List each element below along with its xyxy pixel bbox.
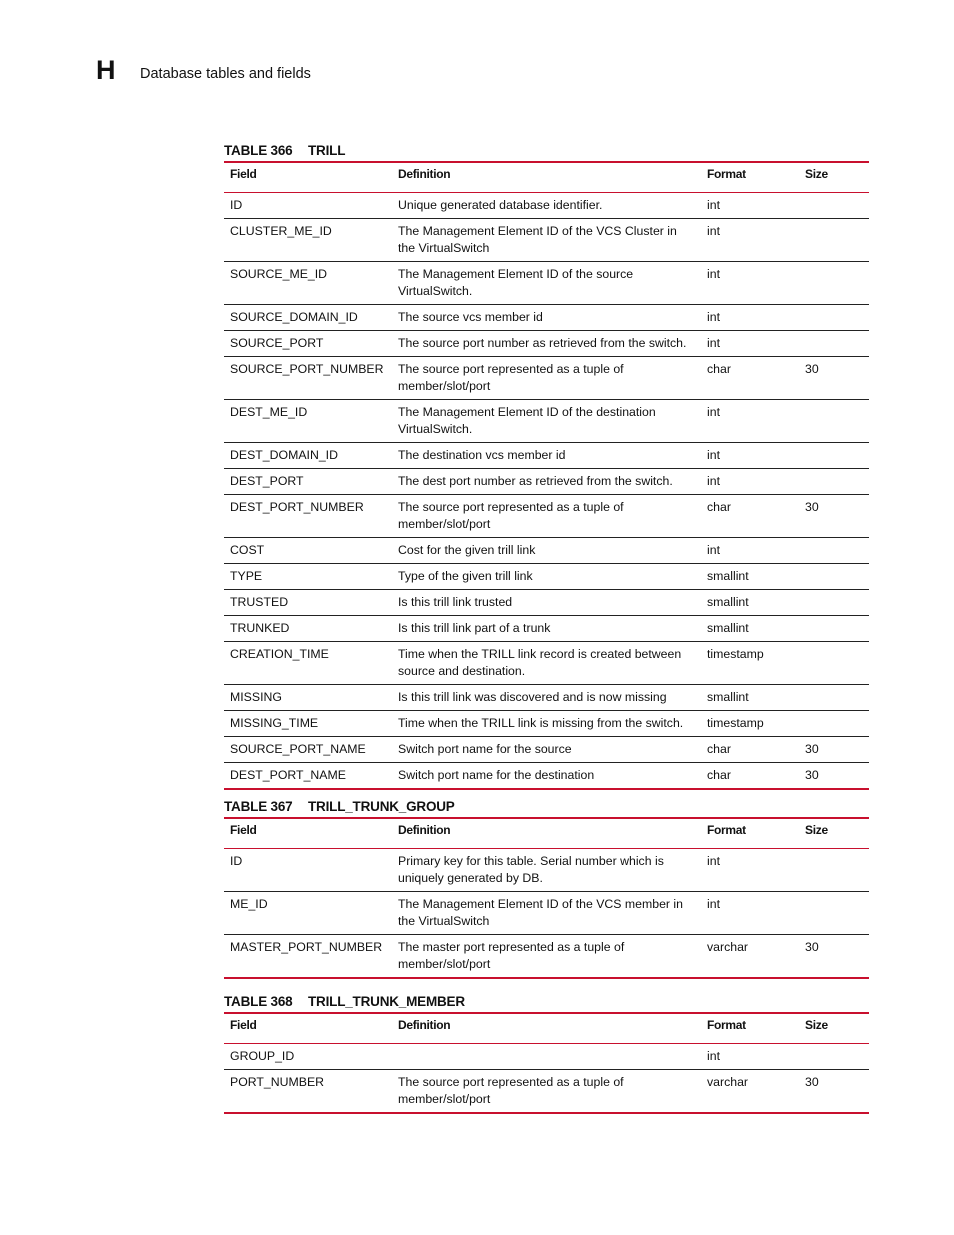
table-row xyxy=(224,685,869,711)
format-cell: char xyxy=(701,357,799,400)
definition-cell: Type of the given trill link xyxy=(392,564,701,590)
column-header-definition: Definition xyxy=(398,823,451,837)
definition-cell: Switch port name for the source xyxy=(392,737,701,763)
size-cell xyxy=(799,193,869,219)
format-cell: smallint xyxy=(701,590,799,616)
table-number: TABLE 366 xyxy=(224,143,293,158)
definition-cell: Switch port name for the destination xyxy=(392,763,701,790)
format-cell: char xyxy=(701,763,799,790)
column-header-definition: Definition xyxy=(398,1018,451,1032)
format-cell: smallint xyxy=(701,564,799,590)
definition-cell: Cost for the given trill link xyxy=(392,538,701,564)
table-block-3 xyxy=(224,992,869,1114)
field-cell: MISSING xyxy=(224,685,392,711)
definition-cell: Is this trill link trusted xyxy=(392,590,701,616)
field-cell: ME_ID xyxy=(224,892,392,935)
chapter-letter: H xyxy=(96,55,116,85)
table-number: TABLE 368 xyxy=(224,994,293,1009)
table-header-row xyxy=(224,818,869,849)
definition-cell: The Management Element ID of the VCS Cluster in the VirtualSwitch xyxy=(392,219,701,262)
format-cell: smallint xyxy=(701,685,799,711)
field-cell: DEST_DOMAIN_ID xyxy=(224,443,392,469)
table-name: TRILL xyxy=(308,143,346,158)
field-cell: TRUNKED xyxy=(224,616,392,642)
size-cell xyxy=(799,685,869,711)
table-row xyxy=(224,737,869,763)
field-cell: SOURCE_PORT_NUMBER xyxy=(224,357,392,400)
table-row xyxy=(224,935,869,979)
field-cell: PORT_NUMBER xyxy=(224,1070,392,1114)
chapter-title: Database tables and fields xyxy=(140,66,311,82)
field-cell: SOURCE_PORT xyxy=(224,331,392,357)
definition-cell xyxy=(392,1044,701,1070)
field-cell: SOURCE_PORT_NAME xyxy=(224,737,392,763)
definition-cell: Time when the TRILL link is missing from the switch. xyxy=(392,711,701,737)
size-cell xyxy=(799,642,869,685)
size-cell xyxy=(799,590,869,616)
size-cell: 30 xyxy=(799,1070,869,1114)
size-cell: 30 xyxy=(799,935,869,979)
size-cell xyxy=(799,616,869,642)
table-row xyxy=(224,1070,869,1114)
column-header-size: Size xyxy=(805,1018,828,1032)
data-table xyxy=(224,161,869,790)
definition-cell: Is this trill link part of a trunk xyxy=(392,616,701,642)
table-block-1 xyxy=(224,141,869,790)
table-caption xyxy=(224,797,869,817)
size-cell xyxy=(799,1044,869,1070)
column-header-field: Field xyxy=(230,823,257,837)
field-cell: ID xyxy=(224,849,392,892)
column-header-format: Format xyxy=(707,823,746,837)
definition-cell: The source vcs member id xyxy=(392,305,701,331)
size-cell: 30 xyxy=(799,763,869,790)
size-cell xyxy=(799,892,869,935)
size-cell xyxy=(799,219,869,262)
size-cell: 30 xyxy=(799,737,869,763)
size-cell: 30 xyxy=(799,357,869,400)
format-cell: int xyxy=(701,400,799,443)
size-cell xyxy=(799,711,869,737)
table-row xyxy=(224,305,869,331)
size-cell xyxy=(799,469,869,495)
table-row xyxy=(224,763,869,790)
format-cell: char xyxy=(701,737,799,763)
size-cell xyxy=(799,538,869,564)
table-caption xyxy=(224,141,869,161)
field-cell: CLUSTER_ME_ID xyxy=(224,219,392,262)
column-header-field: Field xyxy=(230,1018,257,1032)
size-cell xyxy=(799,262,869,305)
format-cell: varchar xyxy=(701,1070,799,1114)
table-row xyxy=(224,357,869,400)
table-row xyxy=(224,590,869,616)
definition-cell: Time when the TRILL link record is created between source and destination. xyxy=(392,642,701,685)
format-cell: int xyxy=(701,892,799,935)
format-cell: int xyxy=(701,538,799,564)
column-header-format: Format xyxy=(707,167,746,181)
table-caption xyxy=(224,992,869,1012)
definition-cell: The Management Element ID of the VCS member in the VirtualSwitch xyxy=(392,892,701,935)
field-cell: TRUSTED xyxy=(224,590,392,616)
table-row xyxy=(224,400,869,443)
definition-cell: The source port represented as a tuple of member/slot/port xyxy=(392,495,701,538)
table-row xyxy=(224,892,869,935)
column-header-format: Format xyxy=(707,1018,746,1032)
table-row xyxy=(224,262,869,305)
table-row xyxy=(224,564,869,590)
table-row xyxy=(224,1044,869,1070)
field-cell: SOURCE_ME_ID xyxy=(224,262,392,305)
format-cell: int xyxy=(701,262,799,305)
table-header-row xyxy=(224,162,869,193)
table-row xyxy=(224,495,869,538)
definition-cell: The Management Element ID of the source VirtualSwitch. xyxy=(392,262,701,305)
size-cell xyxy=(799,443,869,469)
table-row xyxy=(224,849,869,892)
definition-cell: Unique generated database identifier. xyxy=(392,193,701,219)
table-row xyxy=(224,616,869,642)
format-cell: int xyxy=(701,469,799,495)
table-row xyxy=(224,331,869,357)
format-cell: int xyxy=(701,331,799,357)
field-cell: DEST_ME_ID xyxy=(224,400,392,443)
field-cell: DEST_PORT_NAME xyxy=(224,763,392,790)
field-cell: MASTER_PORT_NUMBER xyxy=(224,935,392,979)
size-cell xyxy=(799,564,869,590)
column-header-size: Size xyxy=(805,167,828,181)
definition-cell: The dest port number as retrieved from the switch. xyxy=(392,469,701,495)
size-cell xyxy=(799,331,869,357)
field-cell: COST xyxy=(224,538,392,564)
size-cell xyxy=(799,849,869,892)
format-cell: timestamp xyxy=(701,711,799,737)
field-cell: GROUP_ID xyxy=(224,1044,392,1070)
format-cell: int xyxy=(701,219,799,262)
definition-cell: The source port number as retrieved from the switch. xyxy=(392,331,701,357)
field-cell: TYPE xyxy=(224,564,392,590)
size-cell: 30 xyxy=(799,495,869,538)
format-cell: timestamp xyxy=(701,642,799,685)
format-cell: int xyxy=(701,305,799,331)
table-row xyxy=(224,538,869,564)
table-number: TABLE 367 xyxy=(224,799,293,814)
size-cell xyxy=(799,400,869,443)
definition-cell: The source port represented as a tuple of member/slot/port xyxy=(392,357,701,400)
definition-cell: The source port represented as a tuple of member/slot/port xyxy=(392,1070,701,1114)
size-cell xyxy=(799,305,869,331)
field-cell: DEST_PORT xyxy=(224,469,392,495)
column-header-definition: Definition xyxy=(398,167,451,181)
definition-cell: The destination vcs member id xyxy=(392,443,701,469)
format-cell: char xyxy=(701,495,799,538)
table-block-2 xyxy=(224,797,869,979)
table-row xyxy=(224,443,869,469)
format-cell: int xyxy=(701,443,799,469)
table-row xyxy=(224,711,869,737)
table-row xyxy=(224,642,869,685)
table-row xyxy=(224,219,869,262)
definition-cell: Primary key for this table. Serial number which is uniquely generated by DB. xyxy=(392,849,701,892)
field-cell: DEST_PORT_NUMBER xyxy=(224,495,392,538)
field-cell: CREATION_TIME xyxy=(224,642,392,685)
table-row xyxy=(224,469,869,495)
format-cell: int xyxy=(701,193,799,219)
format-cell: int xyxy=(701,849,799,892)
definition-cell: Is this trill link was discovered and is now missing xyxy=(392,685,701,711)
format-cell: varchar xyxy=(701,935,799,979)
definition-cell: The Management Element ID of the destination VirtualSwitch. xyxy=(392,400,701,443)
format-cell: smallint xyxy=(701,616,799,642)
definition-cell: The master port represented as a tuple of member/slot/port xyxy=(392,935,701,979)
field-cell: ID xyxy=(224,193,392,219)
table-header-row xyxy=(224,1013,869,1044)
field-cell: SOURCE_DOMAIN_ID xyxy=(224,305,392,331)
column-header-size: Size xyxy=(805,823,828,837)
format-cell: int xyxy=(701,1044,799,1070)
field-cell: MISSING_TIME xyxy=(224,711,392,737)
table-row xyxy=(224,193,869,219)
data-table xyxy=(224,1012,869,1114)
table-name: TRILL_TRUNK_MEMBER xyxy=(308,994,465,1009)
table-name: TRILL_TRUNK_GROUP xyxy=(308,799,455,814)
data-table xyxy=(224,817,869,979)
column-header-field: Field xyxy=(230,167,257,181)
